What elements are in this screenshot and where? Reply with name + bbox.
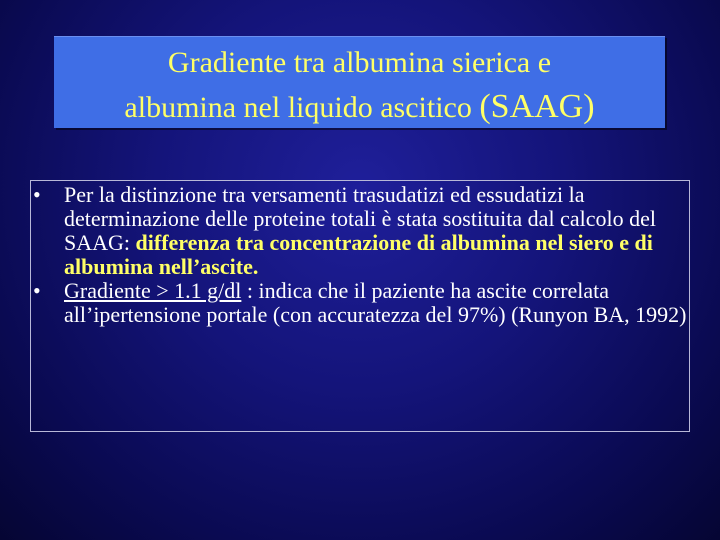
- bullet-item-gradient: [31, 279, 691, 327]
- bullet-highlight-suffix: .: [252, 254, 259, 279]
- title-line-2: [54, 85, 665, 130]
- title-acronym: (SAAG): [479, 88, 595, 125]
- content-box: [30, 180, 690, 432]
- slide-title-box: [54, 36, 665, 128]
- bullet-highlight-text: differenza tra concentrazione di albumina nel siero e di albumina nell’ascite: [64, 230, 653, 279]
- bullet-list: [31, 183, 691, 327]
- bullet-marker: •: [33, 182, 41, 207]
- bullet-marker: •: [33, 278, 41, 303]
- bullet-item-saag-definition: [31, 183, 691, 279]
- bullet-underlined-text: Gradiente > 1.1 g/dl: [64, 278, 242, 303]
- title-line-2-text: albumina nel liquido ascitico: [124, 91, 480, 124]
- bullet-text: Per la distinzione tra versamenti trasudatizi ed essudatizi la determinazione delle proteine totali è stata sostituita dal calcolo del SAAG:: [64, 182, 656, 255]
- title-line-1: Gradiente tra albumina sierica e: [167, 46, 552, 79]
- bullet-text: : indica che il paziente ha ascite correlata all’ipertensione portale (con accuratezza del 97%) (Runyon BA, 1992): [64, 278, 687, 327]
